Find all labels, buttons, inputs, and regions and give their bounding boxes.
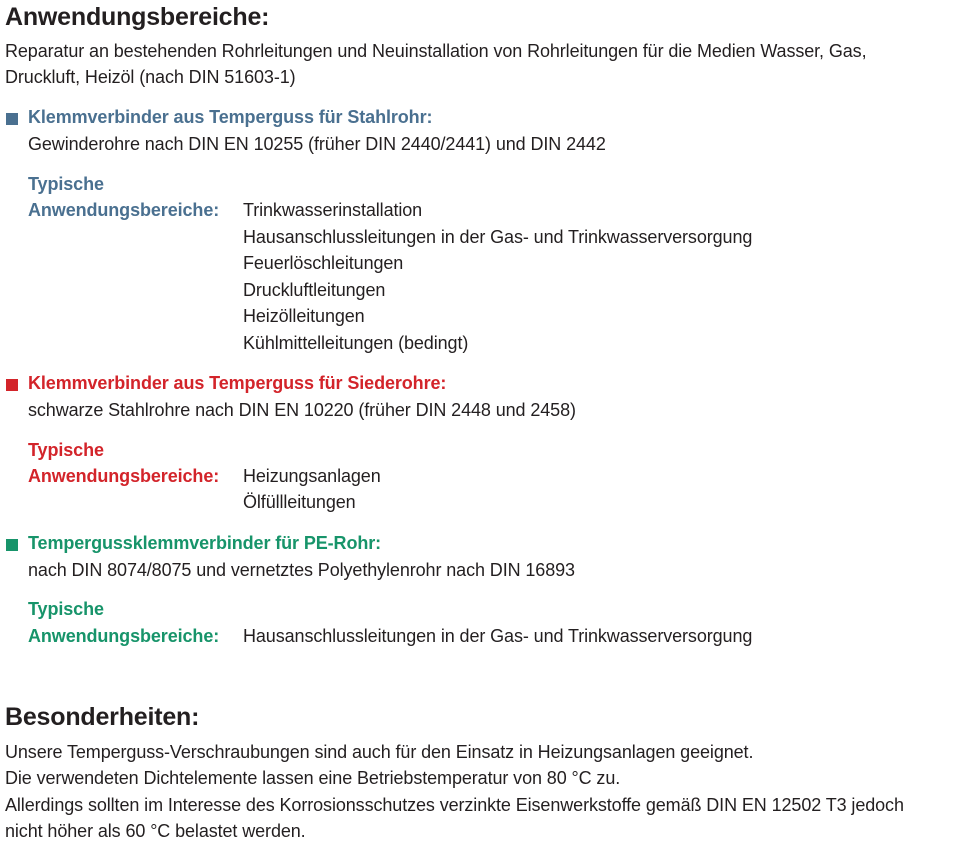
section-description-siederohre: schwarze Stahlrohre nach DIN EN 10220 (früher DIN 2448 und 2458) <box>28 400 576 420</box>
list-item: Feuerlöschleitungen <box>243 253 404 273</box>
list-item: Druckluftleitungen <box>243 280 386 300</box>
section-title-siederohre: Klemmverbinder aus Temperguss für Siederohre: <box>28 373 447 393</box>
list-item: Ölfüllleitungen <box>243 492 356 512</box>
anwendungsbereiche-heading: Anwendungsbereiche: <box>5 3 270 31</box>
typische-label: Typische <box>28 440 104 460</box>
besonderheiten-line: Unsere Temperguss-Verschraubungen sind auch für den Einsatz in Heizungsanlagen geeignet. <box>5 742 754 762</box>
section-title-stahlrohr: Klemmverbinder aus Temperguss für Stahlrohr: <box>28 107 433 127</box>
anwendungsbereiche-label: Anwendungsbereiche: <box>28 466 220 486</box>
section-description-pe-rohr: nach DIN 8074/8075 und vernetztes Polyethylenrohr nach DIN 16893 <box>28 560 575 580</box>
square-bullet-icon <box>6 539 18 551</box>
square-bullet-icon <box>6 379 18 391</box>
intro-line-1: Reparatur an bestehenden Rohrleitungen und Neuinstallation von Rohrleitungen für die Medien Wasser, Gas, <box>5 41 867 61</box>
anwendungsbereiche-label: Anwendungsbereiche: <box>28 200 220 220</box>
besonderheiten-line: Allerdings sollten im Interesse des Korrosionsschutzes verzinkte Eisenwerkstoffe gemäß DIN EN 12502 T3 jedoch <box>5 795 904 815</box>
list-item: Trinkwasserinstallation <box>243 200 423 220</box>
list-item: Kühlmittelleitungen (bedingt) <box>243 333 469 353</box>
typische-label: Typische <box>28 599 104 619</box>
list-item: Heizungsanlagen <box>243 466 381 486</box>
list-item: Hausanschlussleitungen in der Gas- und Trinkwasserversorgung <box>243 626 753 646</box>
list-item: Heizölleitungen <box>243 306 365 326</box>
intro-line-2: Druckluft, Heizöl (nach DIN 51603-1) <box>5 67 296 87</box>
typische-label: Typische <box>28 174 104 194</box>
square-bullet-icon <box>6 113 18 125</box>
list-item: Hausanschlussleitungen in der Gas- und Trinkwasserversorgung <box>243 227 753 247</box>
besonderheiten-line: Die verwendeten Dichtelemente lassen eine Betriebstemperatur von 80 °C zu. <box>5 768 621 788</box>
section-description-stahlrohr: Gewinderohre nach DIN EN 10255 (früher DIN 2440/2441) und DIN 2442 <box>28 134 606 154</box>
anwendungsbereiche-label: Anwendungsbereiche: <box>28 626 220 646</box>
besonderheiten-line: nicht höher als 60 °C belastet werden. <box>5 821 306 841</box>
besonderheiten-heading: Besonderheiten: <box>5 703 200 731</box>
section-title-pe-rohr: Tempergussklemmverbinder für PE-Rohr: <box>28 533 382 553</box>
